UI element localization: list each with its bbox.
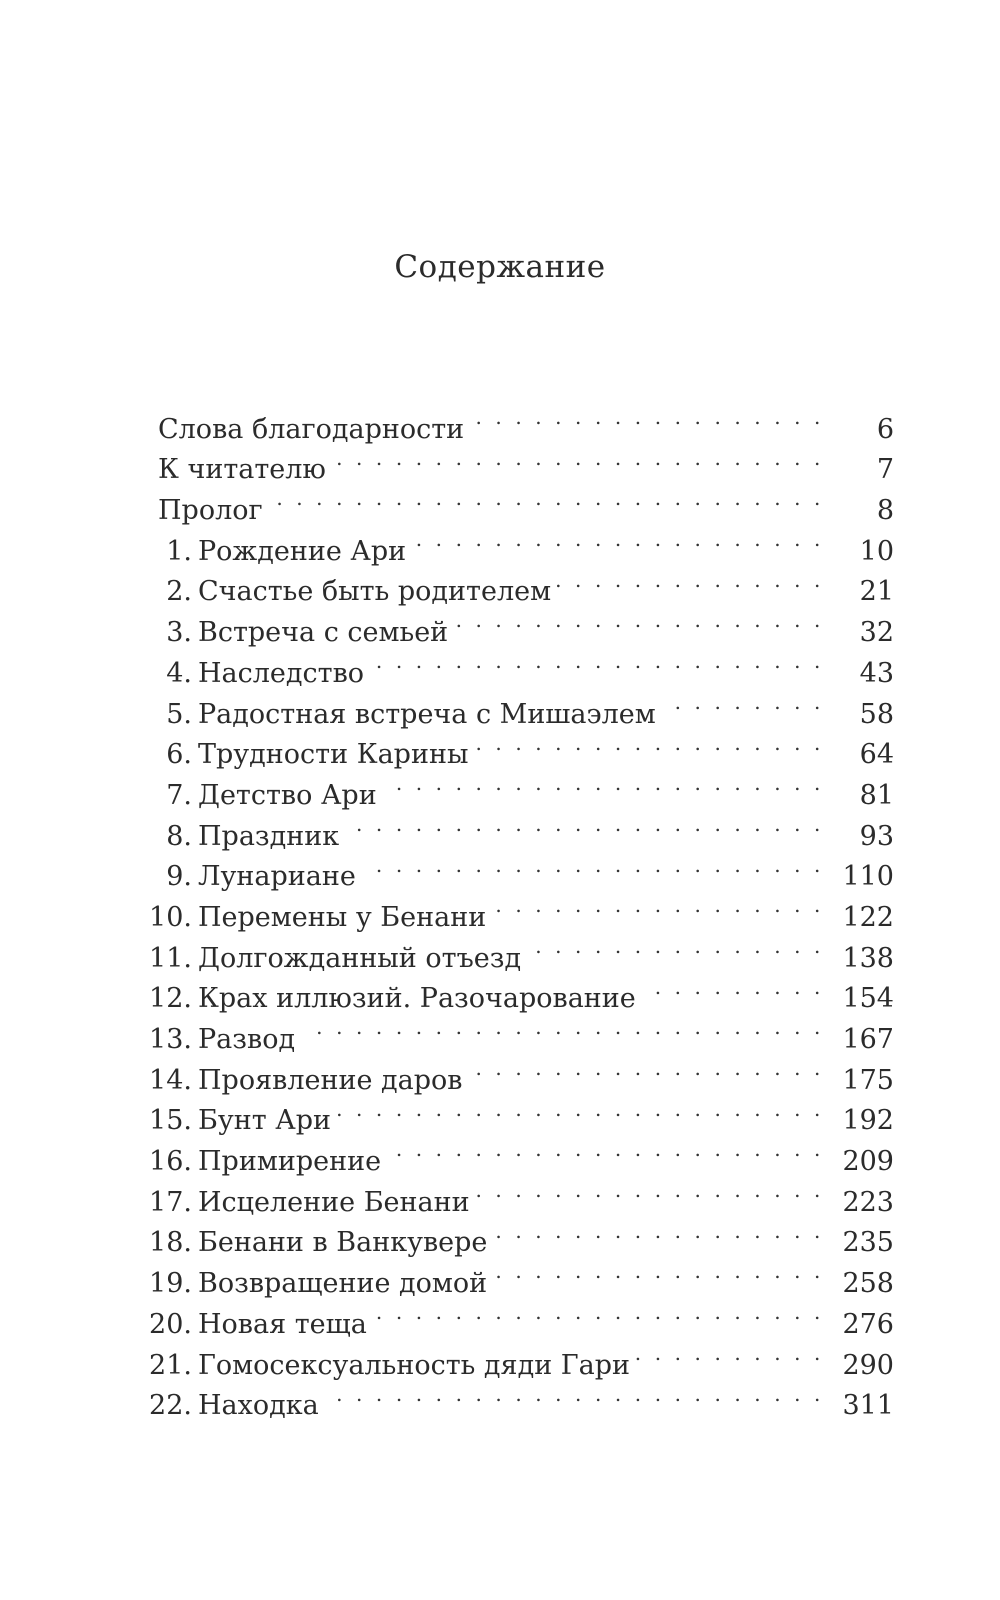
toc-entry-page-number: 122: [842, 901, 894, 933]
toc-entry-page-number: 110: [842, 861, 894, 893]
toc-dot-leader: [662, 682, 824, 723]
toc-dot-leader: [476, 1170, 824, 1211]
toc-entry-title: Лунариане: [198, 861, 356, 893]
toc-entry-page-number: 209: [842, 1146, 894, 1178]
toc-entry-number: 11.: [149, 942, 192, 974]
toc-dot-leader: [527, 926, 824, 967]
toc-entry-page-number: 10: [859, 535, 894, 567]
toc-entry-number: 13.: [149, 1024, 192, 1055]
toc-entry-page-number: 311: [842, 1390, 894, 1422]
toc-entry-page-number: 175: [842, 1064, 894, 1096]
toc-entry-title: Праздник: [198, 820, 340, 852]
toc-entry-number: 7.: [166, 779, 192, 811]
toc-entry-title: Новая теща: [198, 1308, 367, 1340]
toc-dot-leader: [557, 560, 824, 601]
toc-entry-number: 10.: [149, 901, 192, 933]
toc-entry-title: Крах иллюзий. Разочарование: [198, 983, 636, 1015]
toc-entry-number: 5.: [166, 698, 192, 730]
toc-entry-page-number: 21: [859, 576, 894, 608]
toc-entry-title: Развод: [198, 1024, 296, 1055]
toc-entry-number: 15.: [149, 1105, 192, 1137]
toc-dot-leader: [387, 1129, 824, 1170]
toc-dot-leader: [373, 1292, 824, 1333]
toc-entry-page-number: 192: [842, 1105, 894, 1137]
toc-entry-page-number: 7: [876, 454, 894, 486]
toc-entry-page-number: 276: [842, 1308, 894, 1340]
toc-dot-leader: [383, 763, 824, 804]
toc-entry-title: Наследство: [198, 657, 365, 689]
toc-dot-leader: [269, 478, 824, 519]
toc-entry[interactable]: [146, 397, 894, 445]
toc-entry-page-number: 43: [859, 657, 894, 689]
toc-entry-title: Примирение: [198, 1146, 382, 1178]
toc-entry-title: Возвращение домой: [198, 1268, 488, 1300]
toc-dot-leader: [493, 1251, 824, 1292]
toc-dot-leader: [454, 600, 824, 641]
toc-entry-number: 19.: [149, 1268, 192, 1300]
toc-entry-number: 21.: [149, 1349, 192, 1381]
toc-entry-page-number: 223: [842, 1186, 894, 1218]
toc-dot-leader: [337, 1089, 824, 1130]
toc-entry-title: Детство Ари: [198, 779, 377, 811]
toc-dot-leader: [332, 438, 824, 479]
toc-dot-leader: [370, 641, 824, 682]
toc-entry-number: 20.: [149, 1308, 192, 1340]
toc-entry-title: Бенани в Ванкувере: [198, 1227, 488, 1259]
toc-dot-leader: [325, 1374, 824, 1415]
toc-entry-title: Радостная встреча с Мишаэлем: [198, 698, 656, 730]
toc-entry-page-number: 81: [859, 779, 894, 811]
toc-entry-title: Исцеление Бенани: [198, 1186, 470, 1218]
toc-entry-number: 17.: [149, 1186, 192, 1218]
toc-entry-title: Гомосексуальность дяди Гари: [198, 1349, 631, 1381]
toc-dot-leader: [493, 1211, 824, 1252]
toc-entry-number: 8.: [166, 820, 192, 852]
toc-dot-leader: [642, 967, 824, 1008]
toc-entry-number: 3.: [166, 617, 192, 649]
toc-entry-page-number: 58: [859, 698, 894, 730]
toc-entry-title: Проявление даров: [198, 1064, 463, 1096]
toc-entry-page-number: 64: [859, 739, 894, 771]
toc-entry-number: 18.: [149, 1227, 192, 1259]
toc-entry-title: Счастье быть родителем: [198, 576, 552, 608]
toc-entry-number: 6.: [166, 739, 192, 771]
toc-entry-title: Трудности Карины: [198, 739, 469, 771]
toc-entry-page-number: 32: [859, 617, 894, 649]
table-of-contents: [146, 397, 894, 1422]
toc-dot-leader: [492, 885, 824, 926]
toc-entry-title: Слова благодарности: [158, 413, 465, 445]
toc-entry-page-number: 93: [859, 820, 894, 852]
toc-entry-page-number: 154: [842, 983, 894, 1015]
toc-dot-leader: [412, 519, 824, 560]
toc-entry-page-number: 258: [842, 1268, 894, 1300]
toc-entry-title: Находка: [198, 1390, 319, 1422]
toc-entry-number: 14.: [149, 1064, 192, 1096]
toc-entry-title: Бунт Ари: [198, 1105, 331, 1137]
toc-entry-page-number: 6: [876, 413, 894, 445]
toc-dot-leader: [362, 845, 824, 886]
toc-entry-number: 2.: [166, 576, 192, 608]
toc-entry-title: Перемены у Бенани: [198, 901, 487, 933]
toc-dot-leader: [345, 804, 824, 845]
toc-entry-title: Рождение Ари: [198, 535, 407, 567]
toc-entry-page-number: 8: [876, 495, 894, 527]
toc-entry-number: 9.: [166, 861, 192, 893]
toc-dot-leader: [470, 397, 824, 438]
toc-entry-title: Пролог: [158, 495, 263, 527]
toc-entry-number: 12.: [149, 983, 192, 1015]
toc-entry-title: Встреча с семьей: [198, 617, 449, 649]
toc-dot-leader: [468, 1048, 824, 1089]
toc-entry-number: 4.: [166, 657, 192, 689]
toc-dot-leader: [636, 1333, 824, 1374]
toc-entry-title: К читателю: [158, 454, 326, 486]
toc-entry-page-number: 290: [842, 1349, 894, 1381]
toc-entry-number: 1.: [166, 535, 192, 567]
toc-entry-title: Долгожданный отъезд: [198, 942, 522, 974]
toc-entry-number: 16.: [149, 1146, 192, 1178]
toc-entry-page-number: 167: [842, 1024, 894, 1055]
toc-entry-page-number: 138: [842, 942, 894, 974]
toc-dot-leader: [301, 1007, 824, 1048]
toc-entry-page-number: 235: [842, 1227, 894, 1259]
toc-dot-leader: [474, 723, 824, 764]
page-title: Содержание: [394, 249, 606, 285]
toc-entry-number: 22.: [149, 1390, 192, 1422]
